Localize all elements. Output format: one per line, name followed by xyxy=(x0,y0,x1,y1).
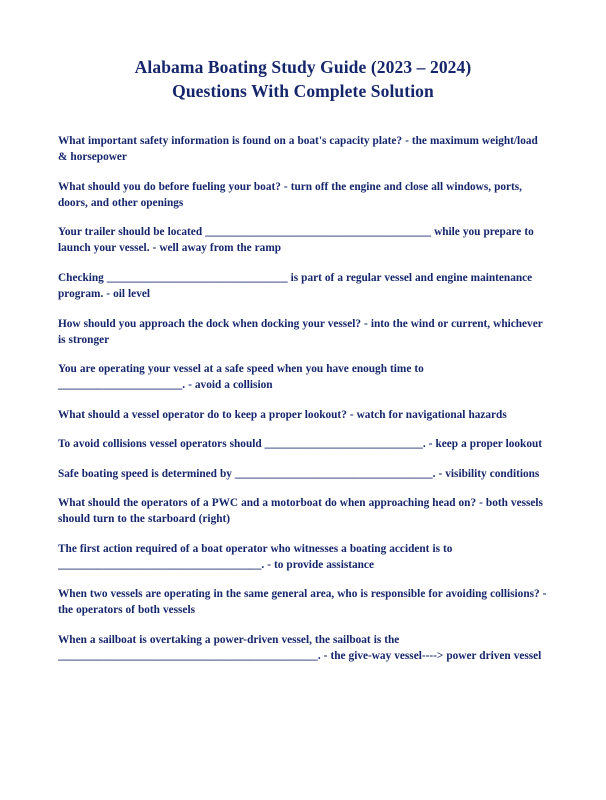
qa-item: What should the operators of a PWC and a motorboat do when approaching head on? - both vessels should turn to the starboard (right) xyxy=(58,497,543,526)
qa-item: You are operating your vessel at a safe speed when you have enough time to ______________________. - avoid a collision xyxy=(58,363,424,392)
page-title-line-2: Questions With Complete Solution xyxy=(172,80,434,101)
question-answer-list xyxy=(58,133,548,664)
qa-item: Safe boating speed is determined by ___________________________________. - visibility conditions xyxy=(58,467,540,480)
page-title xyxy=(58,56,548,103)
qa-item: What important safety information is found on a boat's capacity plate? - the maximum weight/load & horsepower xyxy=(58,135,538,164)
qa-item: What should a vessel operator do to keep a proper lookout? - watch for navigational hazards xyxy=(58,408,507,421)
page-title-line-1: Alabama Boating Study Guide (2023 – 2024) xyxy=(134,57,472,77)
qa-item: When a sailboat is overtaking a power-driven vessel, the sailboat is the ______________________________________________. - the give-way vessel----> power driven vessel xyxy=(58,633,542,662)
qa-item: When two vessels are operating in the same general area, who is responsible for avoiding collisions? - the operators of both vessels xyxy=(58,588,547,617)
qa-item: Your trailer should be located ________________________________________ while you prepare to launch your vessel. - well away from the ramp xyxy=(58,226,534,255)
qa-item: To avoid collisions vessel operators should ____________________________. - keep a proper lookout xyxy=(58,438,543,451)
qa-item: What should you do before fueling your boat? - turn off the engine and close all windows, ports, doors, and other openings xyxy=(58,180,523,209)
qa-item: How should you approach the dock when docking your vessel? - into the wind or current, whichever is stronger xyxy=(58,317,543,346)
qa-item: Checking ________________________________ is part of a regular vessel and engine maintenance program. - oil level xyxy=(58,271,533,300)
qa-item: The first action required of a boat operator who witnesses a boating accident is to ____________________________________. - to provide assistance xyxy=(58,542,453,571)
